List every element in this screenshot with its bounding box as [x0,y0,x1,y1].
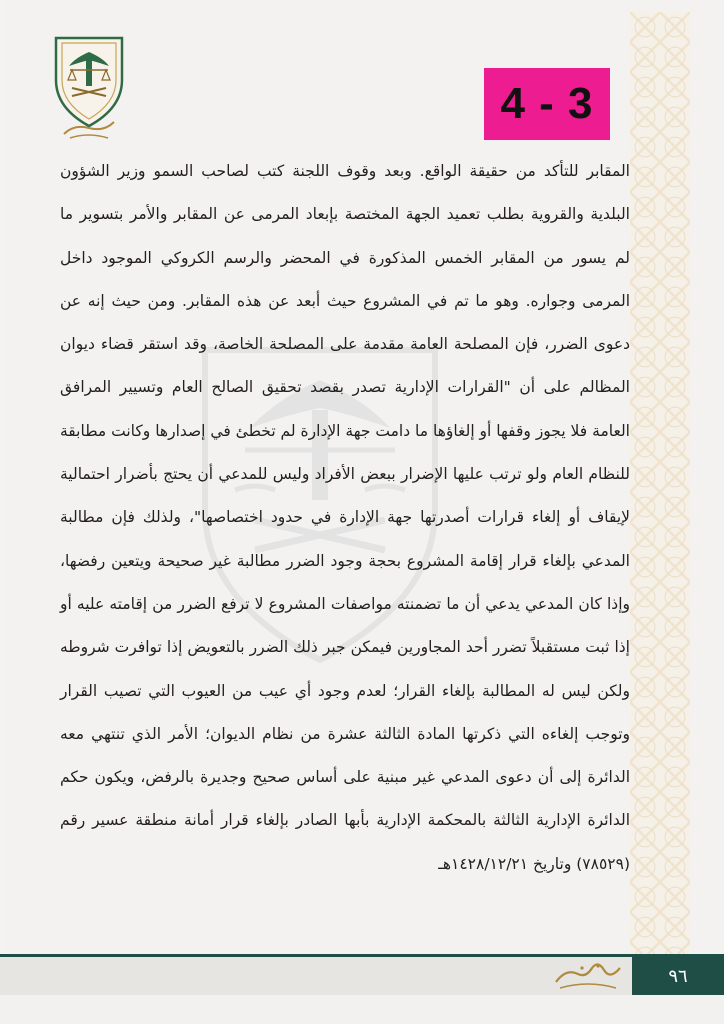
page-number: ٩٦ [632,957,724,995]
emblem-logo [50,30,128,142]
bottom-margin [0,995,724,1024]
decorative-pattern-border [630,12,690,956]
document-body [60,150,630,886]
footer-logo [552,960,624,992]
section-number-badge: 4 - 3 [484,68,610,140]
footer-bar [0,957,632,995]
body-paragraph: المقابر للتأكد من حقيقة الواقع. وبعد وقوف اللجنة كتب لصاحب السمو وزير الشؤون البلدية والقروية بطلب تعميد الجهة المختصة بإبعاد المرمى عن المقابر والأمر بتسوير ما لم يسور من المقابر الخمس المذكورة في المحضر والرسم الكروكي الموجود داخل المرمى وجواره. وهو ما تم في المشروع حيث أبعد عن هذه المقابر. ومن حيث إنه عن دعوى الضرر، فإن المصلحة العامة مقدمة على المصلحة الخاصة، وقد استقر قضاء ديوان المظالم على أن "القرارات الإدارية تصدر بقصد تحقيق الصالح العام وتسيير المرافق العامة فلا يجوز وقفها أو إلغاؤها ما دامت جهة الإدارة لم تخطئ في إصدارها وكانت مطابقة للنظام العام ولو ترتب عليها الإضرار ببعض الأفراد وليس للمدعي أن يحتج بأضرار احتمالية لإيقاف أو إلغاء قرارات أصدرتها جهة الإدارة في حدود اختصاصها"، ولذلك فإن مطالبة المدعي بإلغاء قرار إقامة المشروع بحجة وجود الضرر مطالبة غير صحيحة ويتعين رفضها، وإذا كان المدعي يدعي أن ما تضمنته مواصفات المشروع لا ترفع الضرر من إقامته عليه أو إذا ثبت مستقبلاً تضرر أحد المجاورين فيمكن جبر ذلك الضرر بالتعويض إذا توافرت شروطه ولكن ليس له المطالبة بإلغاء القرار؛ لعدم وجود أي عيب من العيوب التي تصيب القرار وتوجب إلغاءه التي ذكرتها المادة الثالثة عشرة من نظام الديوان؛ الأمر الذي تنتهي معه الدائرة إلى أن دعوى المدعي غير مبنية على أساس صحيح وجديرة بالرفض، ويكون حكم الدائرة الإدارية الثالثة بالمحكمة الإدارية بأبها الصادر بإلغاء قرار أمانة منطقة عسير رقم (٧٨٥٢٩) وتاريخ ١٤٢٨/١٢/٢١هـ [60,162,630,873]
